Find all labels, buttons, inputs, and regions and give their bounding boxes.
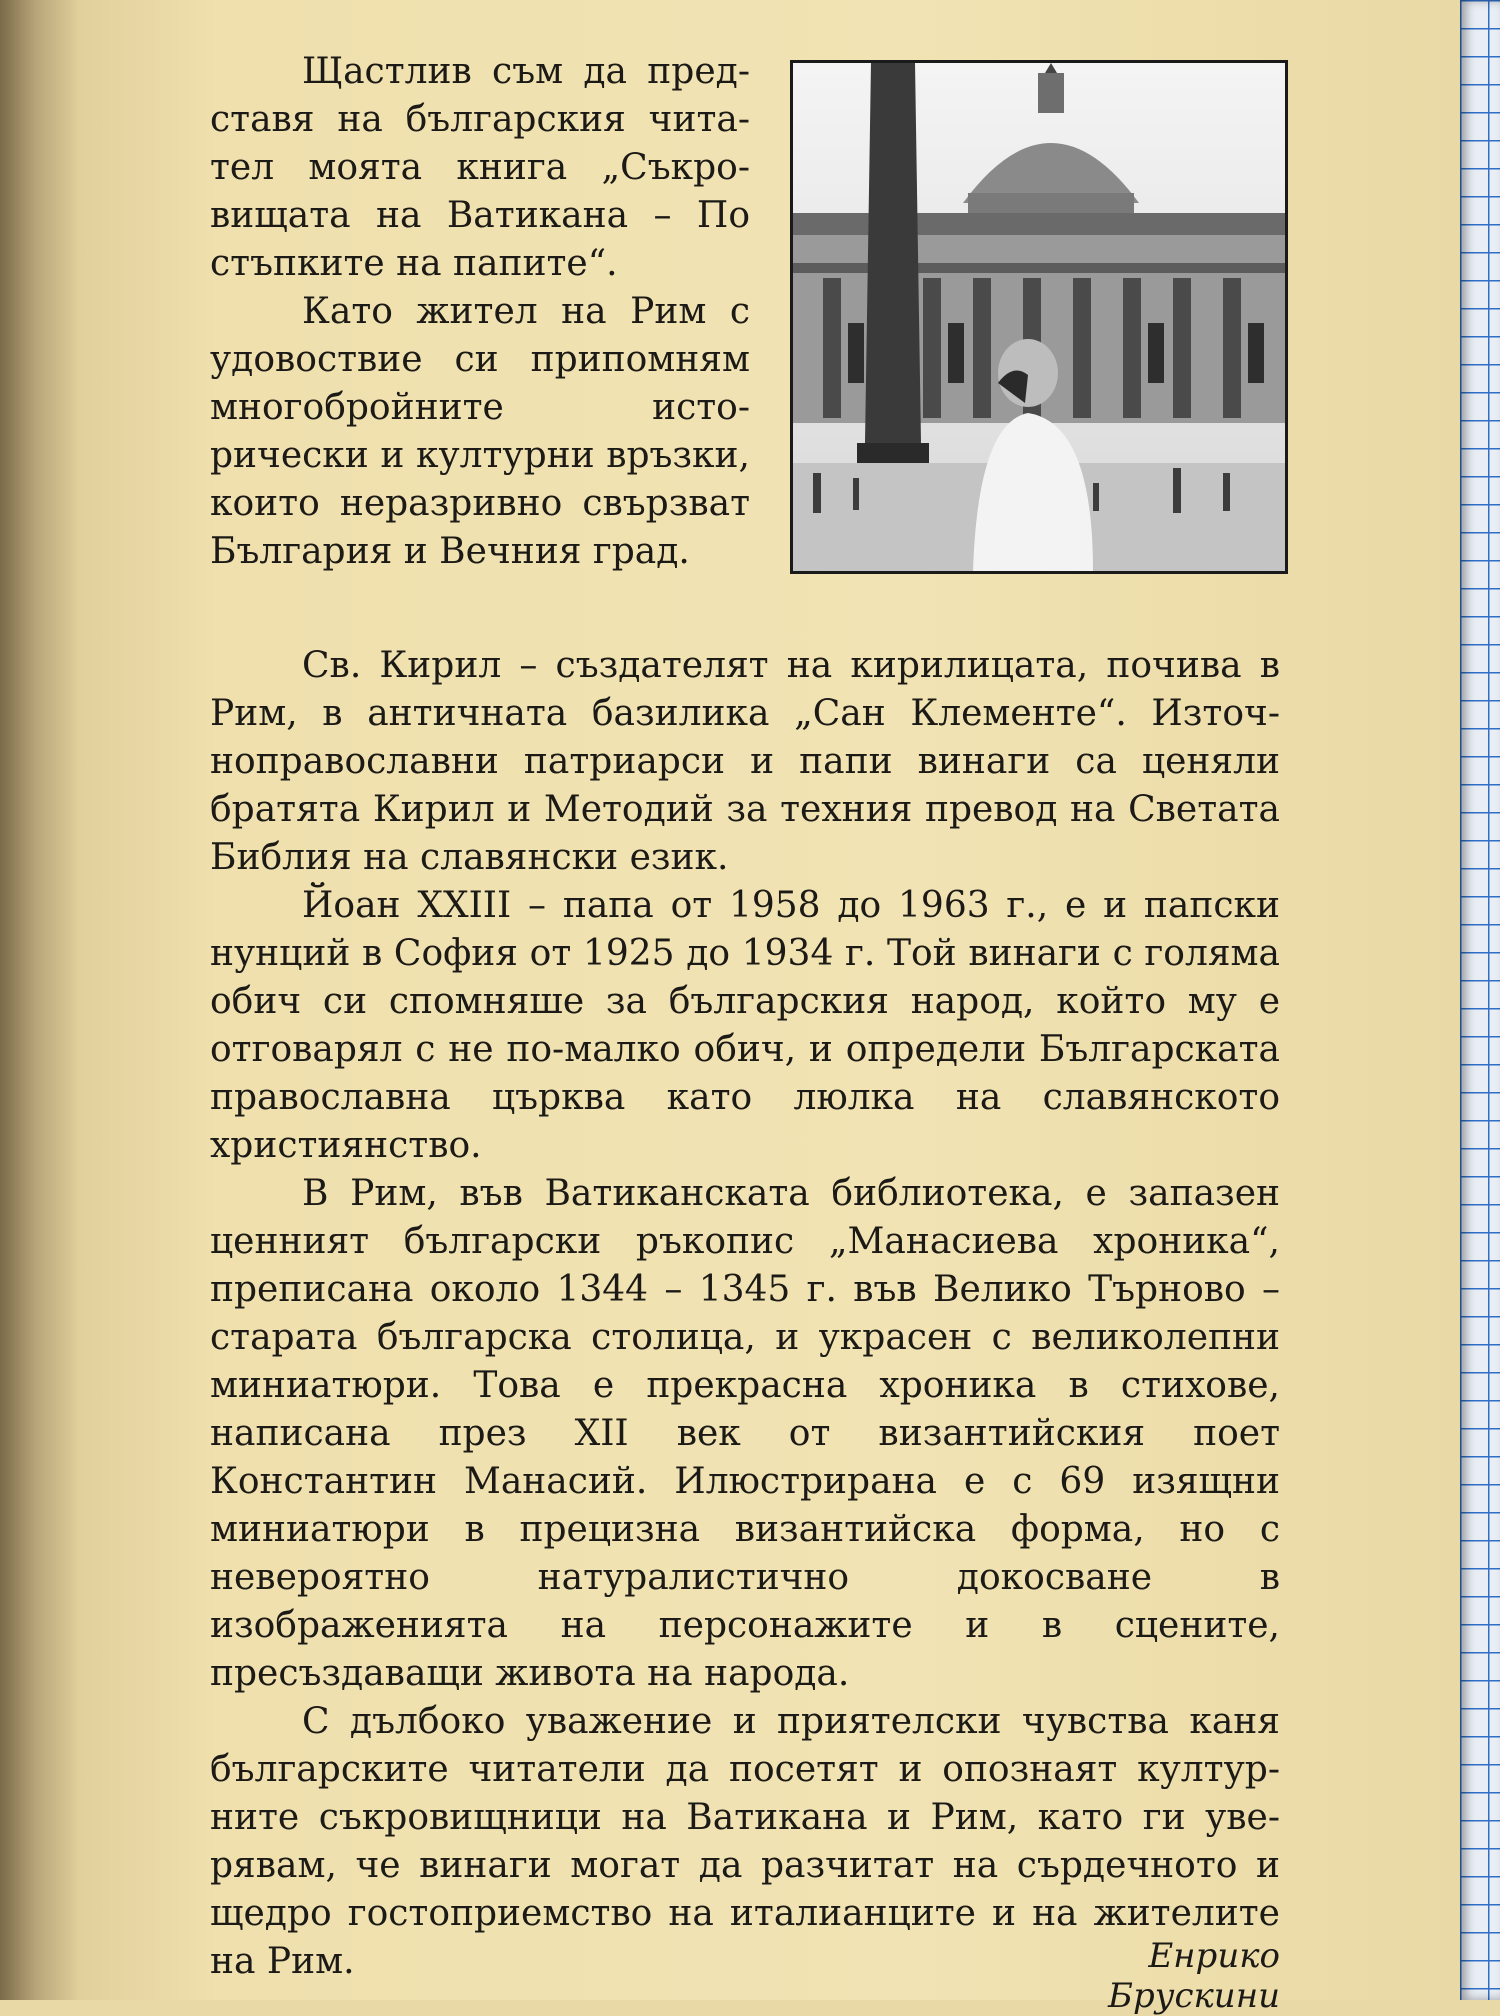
grid-paper-edge — [1460, 0, 1500, 2000]
main-text-column — [210, 642, 1280, 1986]
paragraph: Като жител на Рим с удовоствие си припомням многобройните исторически и културни връзки, които неразривно свързват България и Вечния град. — [210, 291, 750, 572]
paragraph: Св. Кирил – създателят на кирилицата, почива в Рим, в античната базилика „Сан Клементе“. Източноправославни патриарси и папи винаги са ценяли братята Кирил и Методий за техния превод на Светата Библия на славянски език. — [210, 645, 1280, 878]
vatican-photo — [790, 60, 1288, 574]
paragraph: С дълбоко уважение и приятелски чувства каня българските читатели да посетят и опознаят културните съкровищници на Ватикана и Рим, като ги уверявам, че винаги могат да разчитат на сърдечното и щедро гостоприемство на италианците и на жителите на Рим. — [210, 1701, 1280, 1982]
author-signature: Енрико Брускини — [1107, 1936, 1280, 2016]
paragraph: В Рим, във Ватиканската библиотека, е запазен ценният български ръкопис „Манасиева хроника“, преписана около 1344 – 1345 г. във Велико Търново – старата българска столица, и украсен с великолепни миниатюри. Това е прекрасна хроника в стихове, написана през XII век от византийския поет Константин Манасий. Илюстрирана е с 69 изящни миниатюри в прецизна византийска форма, но с невероятно натуралистично докосване в изображенията на персонажите и в сцените, пресъздаващи живота на народа. — [210, 1173, 1280, 1694]
paragraph: Щастлив съм да представя на българския читател моята книга „Съкровищата на Ватикана – По стъпките на папите“. — [210, 51, 750, 284]
book-gutter — [0, 0, 80, 2000]
paragraph: Йоан XXIII – папа от 1958 до 1963 г., е и папски нунций в София от 1925 до 1934 г. Той винаги с голяма обич си спомняше за българския народ, който му е отговарял с не по-малко обич, и определи Българската православна църква като люлка на славянското християнство. — [210, 885, 1280, 1166]
photograph-icon — [793, 63, 1285, 571]
intro-text-column — [210, 48, 750, 576]
